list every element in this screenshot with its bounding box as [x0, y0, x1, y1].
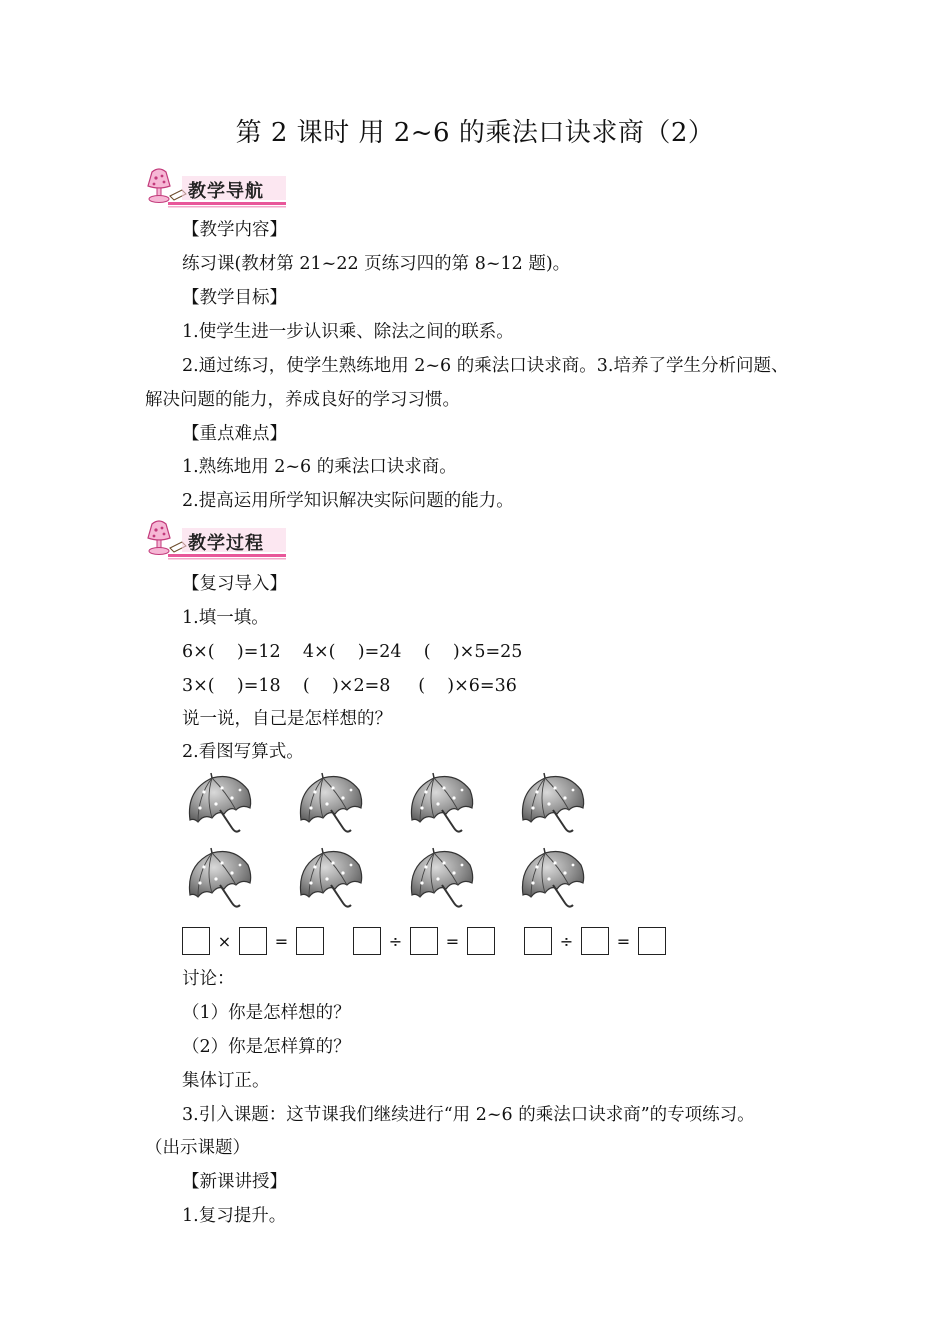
answer-box[interactable] — [524, 927, 552, 955]
divide-sign: ÷ — [559, 931, 574, 951]
section-title-process: 教学过程 — [188, 533, 264, 554]
equation-line: 6×( )=12 4×( )=24 ( )×5=25 — [182, 642, 523, 662]
umbrella-icon — [404, 770, 478, 842]
text-line: 2.看图写算式。 — [182, 742, 304, 762]
text-line: 1.填一填。 — [182, 608, 269, 628]
text-line: 1.熟练地用 2~6 的乘法口诀求商。 — [182, 457, 457, 477]
umbrella-icon — [515, 770, 589, 842]
equation-line: 3×( )=18 ( )×2=8 ( )×6=36 — [182, 676, 517, 696]
umbrella-icon — [182, 770, 256, 842]
text-line: 1.使学生进一步认识乘、除法之间的联系。 — [182, 322, 514, 342]
text-line: 3.引入课题：这节课我们继续进行“用 2~6 的乘法口诀求商”的专项练习。 — [182, 1105, 755, 1125]
text-line: 【重点难点】 — [182, 424, 287, 444]
text-line: 解决问题的能力，养成良好的学习习惯。 — [145, 390, 460, 410]
umbrella-icon — [404, 845, 478, 917]
answer-box[interactable] — [239, 927, 267, 955]
answer-box[interactable] — [581, 927, 609, 955]
text-line: 【教学内容】 — [182, 220, 287, 240]
umbrella-icon — [182, 845, 256, 917]
text-line: 【新课讲授】 — [182, 1172, 287, 1192]
multiply-sign: × — [217, 931, 232, 951]
text-line: （1）你是怎样想的？ — [182, 1003, 351, 1023]
umbrella-icon — [515, 845, 589, 917]
equation-box-row — [182, 925, 666, 957]
text-line: 讨论： — [182, 969, 235, 989]
section-title-nav: 教学导航 — [188, 181, 264, 202]
text-line: （2）你是怎样算的？ — [182, 1037, 351, 1057]
section-banner-nav — [142, 166, 292, 212]
divide-sign: ÷ — [388, 931, 403, 951]
text-line: 练习课(教材第 21~22 页练习四的第 8~12 题)。 — [182, 254, 571, 274]
equals-sign: = — [616, 931, 631, 951]
umbrella-icon — [293, 770, 367, 842]
text-line: 1.复习提升。 — [182, 1206, 287, 1226]
answer-box[interactable] — [182, 927, 210, 955]
equals-sign: = — [445, 931, 460, 951]
page-title: 第 2 课时 用 2~6 的乘法口诀求商（2） — [235, 118, 715, 148]
equals-sign: = — [274, 931, 289, 951]
answer-box[interactable] — [353, 927, 381, 955]
answer-box[interactable] — [410, 927, 438, 955]
text-line: 【复习导入】 — [182, 574, 287, 594]
umbrella-icon — [293, 845, 367, 917]
answer-box[interactable] — [638, 927, 666, 955]
text-line: （出示课题） — [145, 1138, 250, 1158]
text-line: 集体订正。 — [182, 1071, 270, 1091]
text-line: 2.提高运用所学知识解决实际问题的能力。 — [182, 491, 514, 511]
text-line: 【教学目标】 — [182, 288, 287, 308]
section-banner-process — [142, 518, 292, 564]
answer-box[interactable] — [467, 927, 495, 955]
answer-box[interactable] — [296, 927, 324, 955]
text-line: 2.通过练习，使学生熟练地用 2~6 的乘法口诀求商。3.培养了学生分析问题、 — [182, 356, 789, 376]
text-line: 说一说，自己是怎样想的？ — [182, 709, 392, 729]
